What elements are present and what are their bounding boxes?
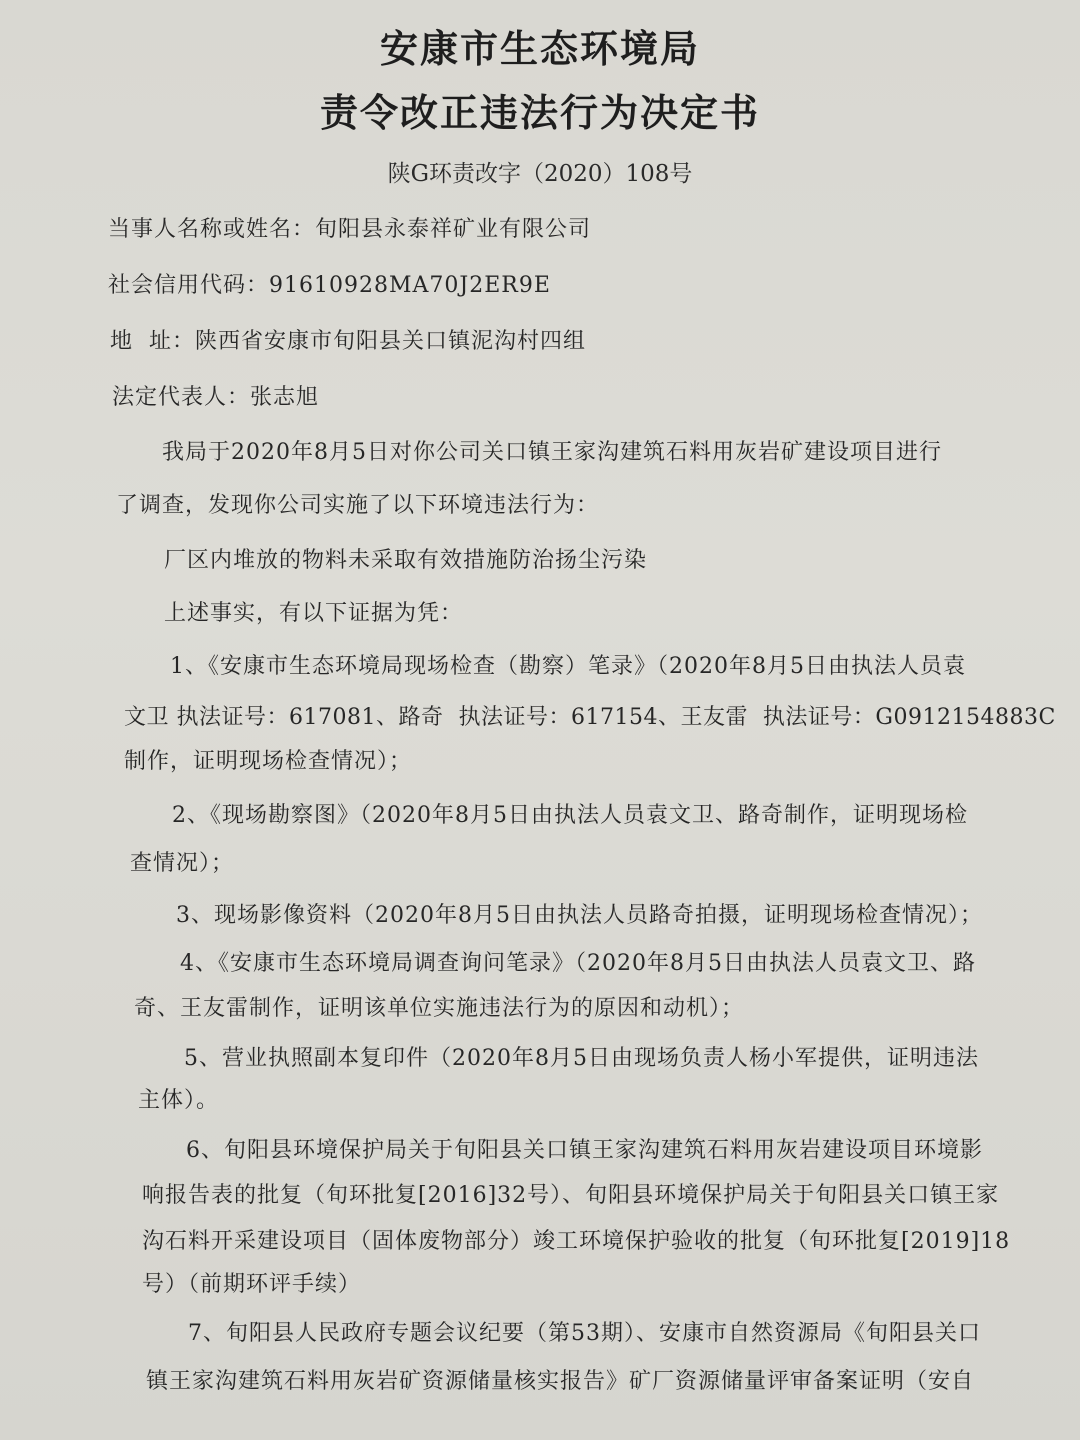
violation-text: 厂区内堆放的物料未采取有效措施防治扬尘污染 <box>164 548 648 573</box>
evidence-2-line-2: 查情况）； <box>130 851 235 876</box>
evidence-5-line-2: 主体）。 <box>138 1088 220 1113</box>
intro-line-1: 我局于2020年8月5日对你公司关口镇王家沟建筑石料用灰岩矿建设项目进行 <box>162 440 942 465</box>
evidence-5-line-1: 5、营业执照副本复印件（2020年8月5日由现场负责人杨小军提供，证明违法 <box>184 1046 979 1071</box>
evidence-2-line-1: 2、《现场勘察图》（2020年8月5日由执法人员袁文卫、路奇制作，证明现场检 <box>172 803 968 828</box>
agency-title: 安康市生态环境局 <box>379 27 700 71</box>
evidence-3-line-1: 3、现场影像资料（2020年8月5日由执法人员路奇拍摄，证明现场检查情况）； <box>176 903 983 928</box>
evidence-6-line-3: 沟石料开采建设项目（固体废物部分）竣工环境保护验收的批复（旬环批复[2019]18 <box>142 1229 1011 1254</box>
evidence-1-line-2: 文卫 执法证号：617081、路奇 执法证号：617154、王友雷 执法证号：G0912154883C <box>124 705 1056 730</box>
credit-code: 社会信用代码：91610928MA70J2ER9E <box>108 273 551 298</box>
evidence-1-line-3: 制作，证明现场检查情况）； <box>124 749 413 774</box>
document-number: 陕G环责改字（2020）108号 <box>387 161 693 187</box>
evidence-6-line-4: 号）（前期环评手续） <box>142 1272 362 1297</box>
evidence-7-line-2: 镇王家沟建筑石料用灰岩矿资源储量核实报告》矿厂资源储量评审备案证明（安自 <box>146 1369 975 1394</box>
evidence-lead: 上述事实，有以下证据为凭： <box>164 601 464 626</box>
address: 地 址：陕西省安康市旬阳县关口镇泥沟村四组 <box>110 329 586 354</box>
evidence-1-line-1: 1、《安康市生态环境局现场检查（勘察）笔录》（2020年8月5日由执法人员袁 <box>170 654 966 679</box>
document-title: 责令改正违法行为决定书 <box>319 91 760 135</box>
intro-line-2: 了调查，发现你公司实施了以下环境违法行为： <box>116 493 600 518</box>
evidence-7-line-1: 7、旬阳县人民政府专题会议纪要（第53期）、安康市自然资源局《旬阳县关口 <box>188 1321 981 1346</box>
evidence-4-line-2: 奇、王友雷制作，证明该单位实施违法行为的原因和动机）； <box>134 996 745 1021</box>
legal-representative: 法定代表人：张志旭 <box>112 385 320 410</box>
party-name: 当事人名称或姓名：旬阳县永泰祥矿业有限公司 <box>108 217 592 242</box>
evidence-6-line-2: 响报告表的批复（旬环批复[2016]32号）、旬阳县环境保护局关于旬阳县关口镇王家 <box>142 1183 1000 1208</box>
evidence-4-line-1: 4、《安康市生态环境局调查询问笔录》（2020年8月5日由执法人员袁文卫、路 <box>180 951 976 976</box>
evidence-6-line-1: 6、旬阳县环境保护局关于旬阳县关口镇王家沟建筑石料用灰岩建设项目环境影 <box>186 1138 983 1163</box>
